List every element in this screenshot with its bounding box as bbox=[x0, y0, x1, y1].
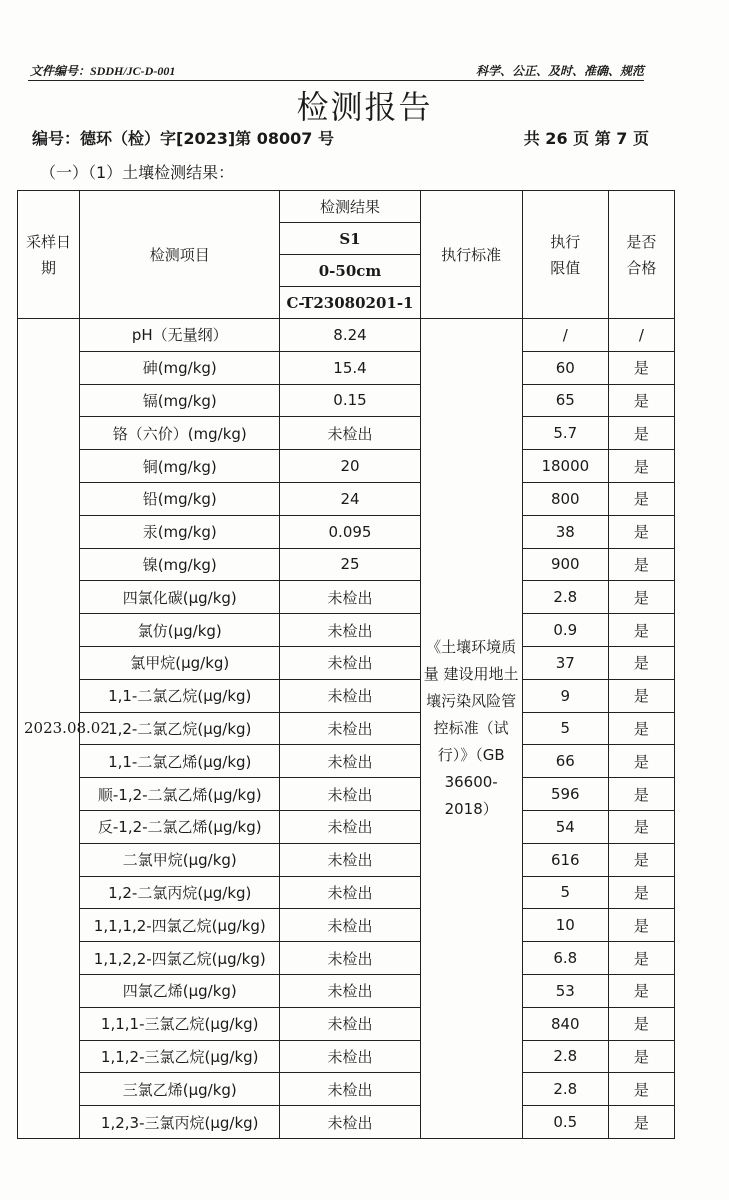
table-row bbox=[18, 1007, 675, 1040]
limit-cell: 900 bbox=[522, 548, 608, 581]
test-item-cell: 氯甲烷(μg/kg) bbox=[80, 646, 280, 679]
limit-cell: 800 bbox=[522, 482, 608, 515]
section-heading: （一）（1）土壤检测结果： bbox=[40, 163, 235, 182]
compliance-cell: 是 bbox=[608, 909, 674, 942]
table-row bbox=[18, 450, 675, 483]
compliance-cell: 是 bbox=[608, 1007, 674, 1040]
result-cell: 未检出 bbox=[280, 646, 420, 679]
table-row bbox=[18, 384, 675, 417]
limit-cell: 0.5 bbox=[522, 1106, 608, 1139]
table-row bbox=[18, 942, 675, 975]
table-row bbox=[18, 614, 675, 647]
test-item-cell: 1,1,2-三氯乙烷(μg/kg) bbox=[80, 1040, 280, 1073]
table-row bbox=[18, 515, 675, 548]
compliance-cell: 是 bbox=[608, 712, 674, 745]
page-indicator: 共 26 页 第 7 页 bbox=[523, 129, 649, 148]
table-row bbox=[18, 482, 675, 515]
table-row bbox=[18, 909, 675, 942]
result-cell: 未检出 bbox=[280, 909, 420, 942]
limit-cell: 2.8 bbox=[522, 1040, 608, 1073]
compliance-cell: 是 bbox=[608, 614, 674, 647]
result-cell: 未检出 bbox=[280, 843, 420, 876]
result-cell: 24 bbox=[280, 482, 420, 515]
header-depth: 0-50cm bbox=[280, 255, 420, 287]
limit-cell: 10 bbox=[522, 909, 608, 942]
table-row bbox=[18, 712, 675, 745]
table-row bbox=[18, 417, 675, 450]
result-cell: 未检出 bbox=[280, 810, 420, 843]
test-item-cell: 1,2,3-三氯丙烷(μg/kg) bbox=[80, 1106, 280, 1139]
result-cell: 未检出 bbox=[280, 417, 420, 450]
compliance-cell: 是 bbox=[608, 548, 674, 581]
result-cell: 未检出 bbox=[280, 1073, 420, 1106]
test-item-cell: 铬（六价）(mg/kg) bbox=[80, 417, 280, 450]
result-cell: 未检出 bbox=[280, 679, 420, 712]
result-cell: 未检出 bbox=[280, 778, 420, 811]
result-cell: 15.4 bbox=[280, 351, 420, 384]
test-item-cell: 四氯乙烯(μg/kg) bbox=[80, 974, 280, 1007]
result-cell: 未检出 bbox=[280, 1007, 420, 1040]
compliance-cell: 是 bbox=[608, 1073, 674, 1106]
test-item-cell: 二氯甲烷(μg/kg) bbox=[80, 843, 280, 876]
limit-cell: 0.9 bbox=[522, 614, 608, 647]
result-cell: 未检出 bbox=[280, 1040, 420, 1073]
limit-cell: 9 bbox=[522, 679, 608, 712]
result-cell: 0.15 bbox=[280, 384, 420, 417]
compliance-cell: 是 bbox=[608, 646, 674, 679]
table-row bbox=[18, 1040, 675, 1073]
limit-cell: 38 bbox=[522, 515, 608, 548]
table-row bbox=[18, 646, 675, 679]
header-limit: 执行限值 bbox=[522, 191, 608, 319]
table-row bbox=[18, 974, 675, 1007]
compliance-cell: 是 bbox=[608, 745, 674, 778]
limit-cell: 66 bbox=[522, 745, 608, 778]
result-cell: 未检出 bbox=[280, 745, 420, 778]
limit-cell: / bbox=[522, 319, 608, 352]
compliance-cell: 是 bbox=[608, 351, 674, 384]
test-item-cell: 镉(mg/kg) bbox=[80, 384, 280, 417]
sampling-date-cell: 2023.08.02 bbox=[18, 319, 80, 1139]
header-sample-id: C-T23080201-1 bbox=[280, 287, 420, 319]
limit-cell: 2.8 bbox=[522, 581, 608, 614]
result-cell: 8.24 bbox=[280, 319, 420, 352]
result-cell: 0.095 bbox=[280, 515, 420, 548]
test-item-cell: 汞(mg/kg) bbox=[80, 515, 280, 548]
limit-cell: 6.8 bbox=[522, 942, 608, 975]
table-row bbox=[18, 548, 675, 581]
result-cell: 未检出 bbox=[280, 581, 420, 614]
test-item-cell: 镍(mg/kg) bbox=[80, 548, 280, 581]
result-cell: 未检出 bbox=[280, 942, 420, 975]
report-serial-number: 编号：德环（检）字[2023]第 08007 号 bbox=[32, 129, 334, 148]
limit-cell: 53 bbox=[522, 974, 608, 1007]
compliance-cell: 是 bbox=[608, 581, 674, 614]
test-item-cell: 1,1-二氯乙烯(μg/kg) bbox=[80, 745, 280, 778]
result-cell: 25 bbox=[280, 548, 420, 581]
compliance-cell: 是 bbox=[608, 1106, 674, 1139]
test-item-cell: 四氯化碳(μg/kg) bbox=[80, 581, 280, 614]
file-number: 文件编号：SDDH/JC-D-001 bbox=[30, 64, 176, 78]
table-row bbox=[18, 1106, 675, 1139]
test-item-cell: 铜(mg/kg) bbox=[80, 450, 280, 483]
compliance-cell: 是 bbox=[608, 810, 674, 843]
test-item-cell: 氯仿(μg/kg) bbox=[80, 614, 280, 647]
result-cell: 20 bbox=[280, 450, 420, 483]
header-compliant: 是否合格 bbox=[608, 191, 674, 319]
header-sampling-date: 采样日期 bbox=[18, 191, 80, 319]
test-item-cell: 反-1,2-二氯乙烯(μg/kg) bbox=[80, 810, 280, 843]
compliance-cell: 是 bbox=[608, 843, 674, 876]
table-row bbox=[18, 581, 675, 614]
compliance-cell: 是 bbox=[608, 942, 674, 975]
compliance-cell: 是 bbox=[608, 974, 674, 1007]
test-item-cell: 1,2-二氯丙烷(μg/kg) bbox=[80, 876, 280, 909]
table-row bbox=[18, 351, 675, 384]
test-item-cell: 1,1,1-三氯乙烷(μg/kg) bbox=[80, 1007, 280, 1040]
test-item-cell: 砷(mg/kg) bbox=[80, 351, 280, 384]
compliance-cell: 是 bbox=[608, 876, 674, 909]
test-item-cell: 1,1,2,2-四氯乙烷(μg/kg) bbox=[80, 942, 280, 975]
compliance-cell: 是 bbox=[608, 1040, 674, 1073]
limit-cell: 5 bbox=[522, 712, 608, 745]
test-item-cell: 1,1-二氯乙烷(μg/kg) bbox=[80, 679, 280, 712]
compliance-cell: 是 bbox=[608, 482, 674, 515]
result-cell: 未检出 bbox=[280, 1106, 420, 1139]
result-cell: 未检出 bbox=[280, 876, 420, 909]
test-item-cell: 1,2-二氯乙烷(μg/kg) bbox=[80, 712, 280, 745]
header-rule bbox=[28, 80, 644, 81]
result-cell: 未检出 bbox=[280, 614, 420, 647]
test-item-cell: 1,1,1,2-四氯乙烷(μg/kg) bbox=[80, 909, 280, 942]
header-test-item: 检测项目 bbox=[80, 191, 280, 319]
header-result-group: 检测结果 bbox=[280, 191, 420, 223]
soil-results-table bbox=[17, 190, 675, 1139]
limit-cell: 840 bbox=[522, 1007, 608, 1040]
standard-cell: 《土壤环境质量 建设用地土壤污染风险管控标准（试行）》（GB 36600-2018） bbox=[420, 319, 522, 1139]
limit-cell: 596 bbox=[522, 778, 608, 811]
limit-cell: 37 bbox=[522, 646, 608, 679]
result-cell: 未检出 bbox=[280, 974, 420, 1007]
header-motto: 科学、公正、及时、准确、规范 bbox=[475, 64, 644, 78]
compliance-cell: 是 bbox=[608, 778, 674, 811]
compliance-cell: 是 bbox=[608, 417, 674, 450]
limit-cell: 5 bbox=[522, 876, 608, 909]
limit-cell: 5.7 bbox=[522, 417, 608, 450]
table-row bbox=[18, 843, 675, 876]
limit-cell: 18000 bbox=[522, 450, 608, 483]
table-row bbox=[18, 778, 675, 811]
table-row bbox=[18, 876, 675, 909]
limit-cell: 2.8 bbox=[522, 1073, 608, 1106]
limit-cell: 54 bbox=[522, 810, 608, 843]
test-item-cell: 三氯乙烯(μg/kg) bbox=[80, 1073, 280, 1106]
table-row bbox=[18, 1073, 675, 1106]
compliance-cell: 是 bbox=[608, 450, 674, 483]
test-item-cell: 顺-1,2-二氯乙烯(μg/kg) bbox=[80, 778, 280, 811]
compliance-cell: 是 bbox=[608, 515, 674, 548]
result-cell: 未检出 bbox=[280, 712, 420, 745]
compliance-cell: 是 bbox=[608, 679, 674, 712]
limit-cell: 65 bbox=[522, 384, 608, 417]
table-row bbox=[18, 679, 675, 712]
table-row bbox=[18, 810, 675, 843]
compliance-cell: / bbox=[608, 319, 674, 352]
limit-cell: 60 bbox=[522, 351, 608, 384]
header-standard: 执行标准 bbox=[420, 191, 522, 319]
test-item-cell: 铅(mg/kg) bbox=[80, 482, 280, 515]
limit-cell: 616 bbox=[522, 843, 608, 876]
test-item-cell: pH（无量纲） bbox=[80, 319, 280, 352]
header-sampling-point: S1 bbox=[280, 223, 420, 255]
report-title: 检测报告 bbox=[296, 88, 433, 126]
compliance-cell: 是 bbox=[608, 384, 674, 417]
table-row bbox=[18, 319, 675, 352]
table-row bbox=[18, 745, 675, 778]
